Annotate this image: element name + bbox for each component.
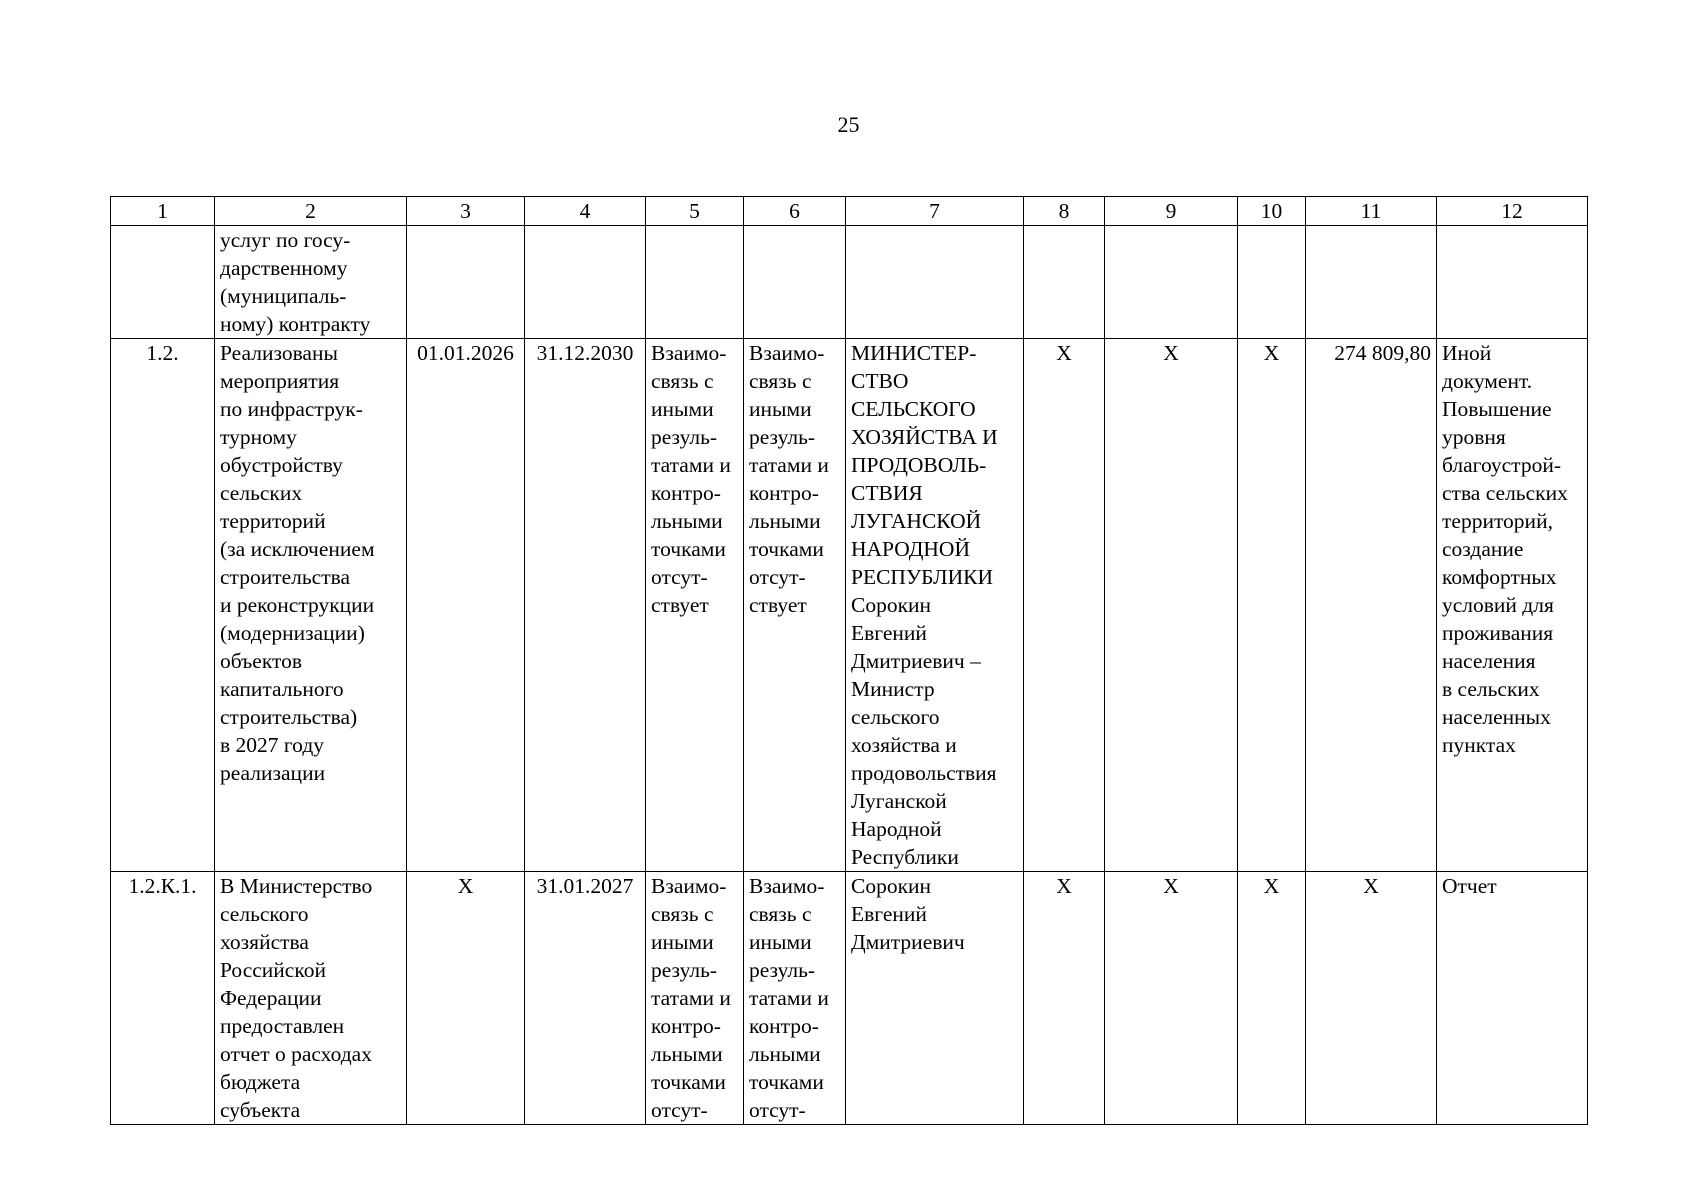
column-header: 6 (744, 197, 846, 226)
column-header: 10 (1238, 197, 1306, 226)
cell-col-9 (1105, 226, 1238, 339)
column-header: 4 (525, 197, 646, 226)
cell-amount: 274 809,80 (1306, 339, 1437, 872)
column-header: 1 (111, 197, 215, 226)
cell-amount (1306, 226, 1437, 339)
cell-col-8 (1024, 226, 1105, 339)
cell-col-10 (1238, 226, 1306, 339)
cell-end-date: 31.12.2030 (525, 339, 646, 872)
cell-end-date: 31.01.2027 (525, 872, 646, 1125)
cell-successor: Взаимо- связь с иными резуль- татами и контро- льными точками отсут- ствует (744, 339, 846, 872)
column-header: 8 (1024, 197, 1105, 226)
cell-col-10: X (1238, 872, 1306, 1125)
cell-start-date: X (407, 872, 525, 1125)
cell-document (1437, 226, 1588, 339)
cell-name: Реализованы мероприятия по инфраструк- турному обустройству сельских территорий (за исключением строительства и реконструкции (модернизации) объектов капитального строительства) в 2027 году реализации (215, 339, 407, 872)
table-row (111, 339, 1588, 872)
cell-col-8: X (1024, 872, 1105, 1125)
cell-end-date (525, 226, 646, 339)
cell-start-date: 01.01.2026 (407, 339, 525, 872)
cell-successor (744, 226, 846, 339)
cell-predecessor (646, 226, 744, 339)
page-number: 25 (837, 112, 860, 137)
cell-col-10: X (1238, 339, 1306, 872)
cell-name: В Министерство сельского хозяйства Российской Федерации предоставлен отчет о расходах бюджета субъекта (215, 872, 407, 1125)
cell-start-date (407, 226, 525, 339)
cell-amount: X (1306, 872, 1437, 1125)
column-header: 12 (1437, 197, 1588, 226)
cell-col-9: X (1105, 872, 1238, 1125)
column-header: 11 (1306, 197, 1437, 226)
header-row (111, 197, 1588, 226)
cell-number: 1.2. (111, 339, 215, 872)
cell-col-8: X (1024, 339, 1105, 872)
cell-document: Иной документ. Повышение уровня благоустрой- ства сельских территорий, создание комфортных условий для проживания населения в сельских населенных пунктах (1437, 339, 1588, 872)
cell-successor: Взаимо- связь с иными резуль- татами и контро- льными точками отсут- (744, 872, 846, 1125)
cell-number: 1.2.К.1. (111, 872, 215, 1125)
cell-name: услуг по госу- дарственному (муниципаль- ному) контракту (215, 226, 407, 339)
cell-document: Отчет (1437, 872, 1588, 1125)
cell-predecessor: Взаимо- связь с иными резуль- татами и контро- льными точками отсут- ствует (646, 339, 744, 872)
column-header: 3 (407, 197, 525, 226)
table-row (111, 226, 1588, 339)
cell-number (111, 226, 215, 339)
cell-responsible (846, 226, 1024, 339)
cell-col-9: X (1105, 339, 1238, 872)
cell-predecessor: Взаимо- связь с иными резуль- татами и контро- льными точками отсут- (646, 872, 744, 1125)
cell-responsible: МИНИСТЕР- СТВО СЕЛЬСКОГО ХОЗЯЙСТВА И ПРОДОВОЛЬ- СТВИЯ ЛУГАНСКОЙ НАРОДНОЙ РЕСПУБЛИКИ Сорокин Евгений Дмитриевич – Министр сельского хозяйства и продовольствия Луганской Народной Республики (846, 339, 1024, 872)
table-row (111, 872, 1588, 1125)
column-header: 5 (646, 197, 744, 226)
cell-responsible: Сорокин Евгений Дмитриевич (846, 872, 1024, 1125)
plan-table (110, 196, 1588, 1125)
column-header: 7 (846, 197, 1024, 226)
column-header: 9 (1105, 197, 1238, 226)
column-header: 2 (215, 197, 407, 226)
